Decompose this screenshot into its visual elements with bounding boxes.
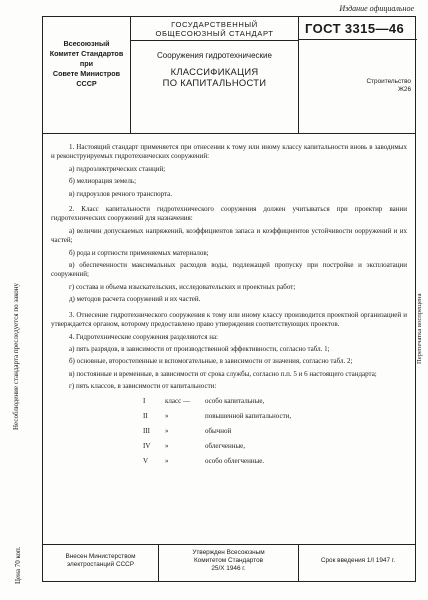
approved-line: Комитетом Стандартов — [193, 557, 264, 564]
classification-group — [299, 78, 417, 94]
standard-type-line: ГОСУДАРСТВЕННЫЙ — [171, 20, 258, 29]
authority-line: СССР — [76, 79, 97, 88]
gost-number: ГОСТ 3315—46 — [299, 17, 417, 40]
ditto-mark: » — [165, 412, 169, 421]
class-row — [143, 425, 407, 440]
list-item: а) величин допускаемых напряжений, коэффициентов запаса и коэффициентов устойчивости оорружений и их частей; — [51, 226, 407, 245]
list-item: д) методов расчета сооружений и их частей. — [69, 295, 201, 304]
class-row — [143, 440, 407, 455]
subject: Сооружения гидротехнические — [157, 51, 272, 60]
list-item: г) пять классов, в зависимости от капитальности: — [69, 382, 217, 391]
list-item: б) основные, второстепенные и вспомогательные, в зависимости от значения, согласно табл. 2; — [69, 357, 353, 366]
class-description: обычной — [205, 427, 232, 436]
authority-line: Комитет Стандартов — [49, 49, 124, 58]
list-item: а) гидроэлектрических станций; — [69, 164, 166, 173]
edition-label: Издание официальное — [339, 4, 414, 13]
class-description: особо капитальные, — [205, 397, 265, 406]
header — [43, 17, 415, 134]
class-row — [143, 455, 407, 470]
class-number: II — [143, 412, 148, 421]
class-number: IV — [143, 442, 151, 451]
document-title — [131, 66, 298, 88]
document-body — [51, 143, 407, 470]
effective-date: Срок введения 1/I 1947 г. — [320, 557, 396, 564]
submitted-line: электростанций СССР — [66, 561, 135, 568]
authority-block — [43, 17, 131, 133]
approved-line: Утвержден Всесоюзным — [192, 549, 265, 556]
submitted-by — [43, 545, 159, 581]
document-frame — [42, 16, 416, 582]
title-line: ПО КАПИТАЛЬНОСТИ — [162, 77, 267, 88]
class-number: III — [143, 427, 150, 436]
list-item: в) постоянные и временные, в зависимости от срока службы, согласно п.п. 5 и 6 настоящего стандарта; — [69, 369, 377, 378]
list-item: а) пять разрядов, в зависимости от производственной эффективности, согласно табл. 1; — [69, 344, 330, 353]
class-description: особо облегченные. — [205, 457, 265, 466]
capitality-classes — [143, 395, 407, 470]
designation-block — [299, 17, 417, 133]
class-row — [143, 410, 407, 425]
ditto-mark: » — [165, 427, 169, 436]
list-item: в) обеспеченности максимальных расходов воды, подлежащей пропуску при постройке и эксплоатации сооружений; — [51, 261, 407, 279]
reprint-note: Перепечатка воспрещена — [416, 293, 423, 364]
ditto-mark: » — [165, 442, 169, 451]
authority-line: Всесоюзный — [63, 39, 110, 48]
legal-warning-text: Несоблюдение стандарта преследуется по закону — [12, 283, 20, 430]
submitted-line: Внесен Министерством — [65, 553, 136, 560]
ditto-mark: » — [165, 457, 169, 466]
paragraph-4: 4. Гидротехнические сооружения разделяются на: — [69, 332, 218, 341]
paragraph-3: 3. Отнесение гидротехнического сооружения к тому или иному классу производится проектной организацией и утверждается органом, которому предоставлено право утверждения соответствующих проектов. — [51, 310, 407, 329]
class-row — [143, 395, 407, 410]
class-number: V — [143, 457, 149, 466]
paragraph-2: 2. Класс капитальности гидротехнического сооружения должен учитываться при проектир вании гидротехнических сооружений для назначения: — [51, 205, 407, 223]
class-description: облегченные, — [205, 442, 246, 451]
title-block — [131, 17, 299, 133]
approval-date: 25/X 1946 г. — [211, 565, 246, 572]
list-item: в) гидроузлов речного транспорта. — [69, 189, 173, 198]
group-line: Строительство — [366, 78, 411, 85]
standard-type-line: ОБЩЕСОЮЗНЫЙ СТАНДАРТ — [155, 29, 274, 38]
group-code: Ж26 — [397, 86, 411, 93]
class-number: I — [143, 397, 146, 406]
footer — [43, 544, 415, 581]
approved-by — [159, 545, 299, 581]
standard-type — [131, 17, 298, 41]
list-item: б) мелиорация земель; — [69, 177, 137, 186]
authority-line: Совете Министров — [52, 69, 121, 78]
list-item: г) состава и объема изыскательских, исследовательских и проектных работ; — [69, 282, 296, 291]
list-item: б) рода и сортности применяемых материалов; — [69, 248, 209, 257]
class-description: повышенной капитальности, — [205, 412, 292, 421]
authority-line: при — [79, 59, 94, 68]
title-line: КЛАССИФИКАЦИЯ — [170, 66, 259, 77]
price-label: Цена 70 коп. — [14, 546, 22, 584]
class-word: класс — — [165, 397, 190, 406]
paragraph-1: 1. Настоящий стандарт применяется при отнесении к тому или иному классу капитальности вновь в заводимых и реконструируемых гидротехнических сооружений: — [51, 143, 407, 161]
legal-warning-margin — [12, 90, 26, 470]
